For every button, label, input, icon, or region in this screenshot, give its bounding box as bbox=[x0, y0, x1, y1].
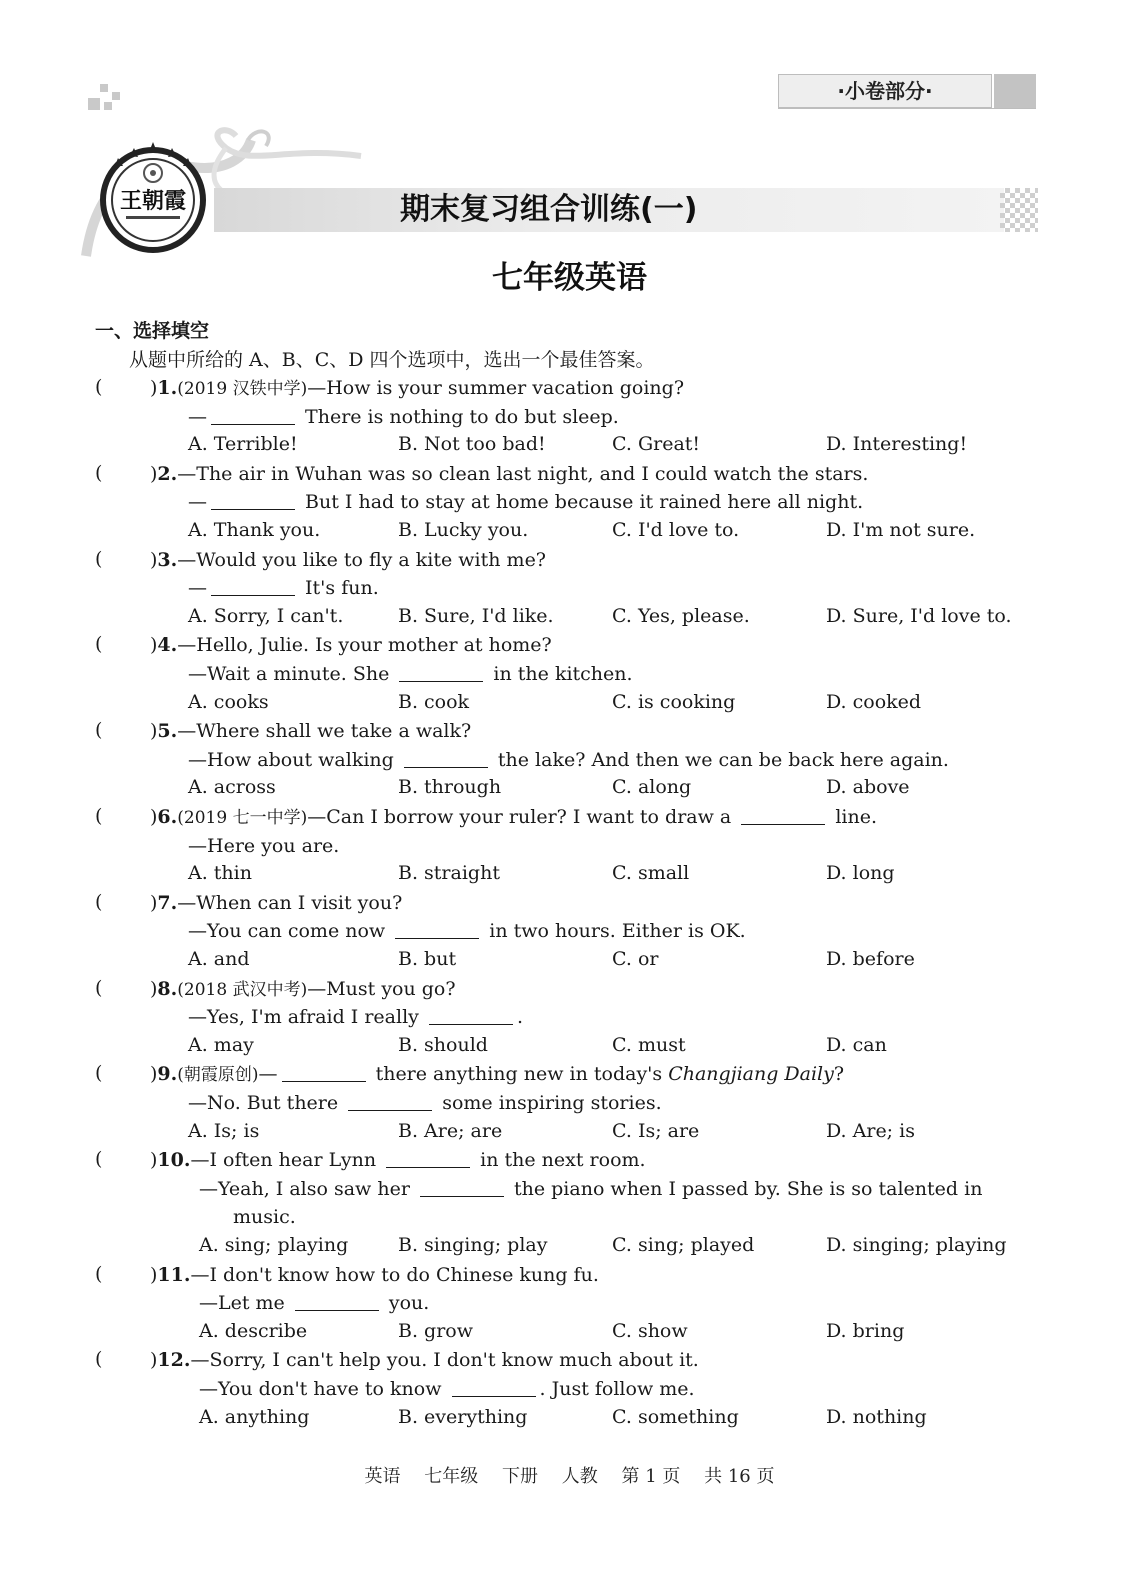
question-line bbox=[188, 834, 339, 858]
question-number: 11. bbox=[157, 1263, 191, 1286]
option-d[interactable]: D. Interesting! bbox=[826, 433, 968, 456]
question-line bbox=[188, 576, 379, 600]
question-number: 8. bbox=[157, 977, 178, 1000]
answer-bracket[interactable]: ( bbox=[95, 376, 103, 398]
answer-bracket[interactable]: ( bbox=[95, 1148, 103, 1171]
answer-bracket[interactable]: ( bbox=[95, 976, 103, 999]
question-line bbox=[188, 919, 746, 943]
logo-brand-text: 王朝霞 bbox=[119, 188, 187, 214]
question-line bbox=[150, 1263, 599, 1287]
question-text: some inspiring stories. bbox=[436, 1092, 662, 1114]
answer-bracket[interactable]: ( bbox=[95, 805, 103, 827]
option-a[interactable]: A. and bbox=[188, 948, 250, 970]
answer-bracket[interactable]: ( bbox=[95, 547, 103, 570]
question-text: . bbox=[516, 1006, 523, 1029]
question-line bbox=[188, 1005, 523, 1029]
fill-blank[interactable] bbox=[420, 1178, 504, 1197]
question-text: —You don't have to know bbox=[199, 1378, 448, 1400]
fill-blank[interactable] bbox=[386, 1149, 470, 1168]
option-c[interactable]: C. must bbox=[612, 1033, 686, 1056]
answer-bracket-close: ) bbox=[150, 977, 158, 1000]
header-divider bbox=[778, 108, 1036, 109]
option-c[interactable]: C. something bbox=[612, 1405, 739, 1428]
question-number: 1. bbox=[157, 377, 178, 399]
question-text: —I don't know how to do Chinese kung fu. bbox=[190, 1263, 599, 1286]
option-c[interactable]: C. small bbox=[612, 862, 690, 885]
fill-blank[interactable] bbox=[282, 1063, 366, 1082]
page-title: 期末复习组合训练(一) bbox=[400, 192, 698, 227]
footer-grade: 七年级 bbox=[424, 1466, 479, 1487]
question-line bbox=[188, 662, 633, 686]
answer-bracket[interactable]: ( bbox=[95, 633, 103, 656]
option-a[interactable]: A. Thank you. bbox=[188, 519, 321, 541]
option-b[interactable]: B. everything bbox=[398, 1405, 528, 1428]
fill-blank[interactable] bbox=[211, 577, 295, 596]
option-c[interactable]: C. I'd love to. bbox=[612, 519, 740, 541]
option-c[interactable]: C. or bbox=[612, 948, 659, 970]
option-b[interactable]: B. Lucky you. bbox=[398, 519, 529, 541]
option-a[interactable]: A. anything bbox=[199, 1405, 310, 1428]
section-tag: ·小卷部分· bbox=[778, 74, 992, 108]
option-c[interactable]: C. is cooking bbox=[612, 690, 736, 713]
question-text: —Sorry, I can't help you. I don't know much about it. bbox=[190, 1349, 699, 1372]
question-source: (2018 武汉中考) bbox=[177, 979, 308, 1000]
footer-total: 共 16 页 bbox=[704, 1466, 775, 1487]
question-text: ? bbox=[833, 1063, 845, 1086]
question-number: 4. bbox=[157, 634, 178, 657]
question-number: 5. bbox=[157, 720, 178, 743]
question-line bbox=[150, 1062, 844, 1087]
page-footer bbox=[0, 1462, 1139, 1488]
option-d[interactable]: D. Sure, I'd love to. bbox=[826, 604, 1012, 627]
question-number: 6. bbox=[157, 806, 178, 828]
answer-bracket-close: ) bbox=[150, 806, 158, 828]
option-d[interactable]: D. I'm not sure. bbox=[826, 519, 976, 541]
option-b[interactable]: B. but bbox=[398, 948, 457, 970]
pixel-decoration bbox=[88, 84, 128, 112]
question-text: —I often hear Lynn bbox=[190, 1149, 383, 1172]
question-text: there anything new in today's bbox=[369, 1063, 669, 1086]
question-number: 10. bbox=[157, 1149, 191, 1172]
question-line bbox=[188, 1091, 662, 1115]
option-a[interactable]: A. cooks bbox=[188, 690, 269, 713]
fill-blank[interactable] bbox=[395, 920, 479, 939]
question-text: —Where shall we take a walk? bbox=[177, 720, 472, 743]
section-heading: 一、选择填空 bbox=[95, 320, 210, 342]
question-line bbox=[150, 462, 868, 486]
option-a[interactable]: A. may bbox=[188, 1033, 254, 1056]
question-number: 3. bbox=[157, 548, 178, 571]
answer-bracket-close: ) bbox=[150, 1349, 158, 1372]
question-text: —How is your summer vacation going? bbox=[307, 377, 685, 399]
option-d[interactable]: D. nothing bbox=[826, 1405, 927, 1428]
option-a[interactable]: A. across bbox=[188, 776, 276, 799]
option-d[interactable]: D. bring bbox=[826, 1319, 905, 1342]
answer-bracket[interactable]: ( bbox=[95, 719, 103, 742]
option-b[interactable]: B. Sure, I'd like. bbox=[398, 604, 554, 627]
question-source: (2019 七一中学) bbox=[177, 808, 308, 828]
fill-blank[interactable] bbox=[399, 663, 483, 682]
question-line bbox=[150, 376, 684, 401]
option-a[interactable]: A. Is; is bbox=[188, 1119, 260, 1142]
answer-bracket[interactable]: ( bbox=[95, 461, 103, 484]
question-line bbox=[150, 891, 402, 915]
question-text: There is nothing to do but sleep. bbox=[299, 405, 619, 428]
footer-volume: 下册 bbox=[502, 1466, 538, 1487]
question-number: 7. bbox=[157, 891, 178, 914]
option-c[interactable]: C. along bbox=[612, 776, 692, 799]
question-line bbox=[188, 405, 619, 429]
question-line bbox=[150, 977, 456, 1002]
option-b[interactable]: B. through bbox=[398, 776, 502, 799]
question-line bbox=[233, 1205, 296, 1229]
option-d[interactable]: D. Are; is bbox=[826, 1119, 915, 1142]
question-text: the lake? And then we can be back here again. bbox=[491, 748, 949, 771]
option-a[interactable]: A. describe bbox=[199, 1319, 308, 1342]
fill-blank[interactable] bbox=[348, 1092, 432, 1111]
question-line bbox=[150, 548, 546, 572]
question-text: line. bbox=[829, 806, 878, 828]
question-text: the piano when I passed by. She is so talented in bbox=[507, 1177, 983, 1200]
question-line bbox=[199, 1177, 982, 1201]
footer-page: 第 1 页 bbox=[621, 1466, 681, 1487]
answer-bracket[interactable]: ( bbox=[95, 1348, 103, 1371]
footer-edition: 人教 bbox=[561, 1466, 598, 1487]
question-source: (朝霞原创) bbox=[177, 1065, 259, 1086]
option-d[interactable]: D. singing; playing bbox=[826, 1234, 1007, 1256]
option-b[interactable]: B. Not too bad! bbox=[398, 433, 546, 456]
banner-checker-pattern bbox=[1000, 188, 1038, 232]
question-text: music. bbox=[233, 1206, 296, 1229]
answer-bracket-close: ) bbox=[150, 1149, 158, 1172]
question-text: —Yes, I'm afraid I really bbox=[188, 1006, 425, 1029]
question-text: . Just follow me. bbox=[539, 1378, 695, 1400]
option-b[interactable]: B. straight bbox=[398, 862, 500, 885]
question-line bbox=[199, 1291, 429, 1315]
option-b[interactable]: B. singing; play bbox=[398, 1234, 548, 1256]
question-line bbox=[188, 748, 949, 772]
question-text: — bbox=[188, 491, 207, 514]
option-b[interactable]: B. cook bbox=[398, 690, 470, 713]
answer-bracket-close: ) bbox=[150, 377, 158, 399]
question-line bbox=[150, 719, 471, 743]
question-text: — bbox=[258, 1063, 278, 1086]
question-text: —Would you like to fly a kite with me? bbox=[177, 548, 546, 571]
question-text: —How about walking bbox=[188, 748, 400, 771]
question-text: —Hello, Julie. Is your mother at home? bbox=[177, 634, 552, 657]
option-d[interactable]: D. long bbox=[826, 862, 895, 885]
answer-bracket-close: ) bbox=[150, 462, 158, 485]
question-line bbox=[150, 1148, 646, 1172]
question-line bbox=[199, 1377, 695, 1401]
answer-bracket[interactable]: ( bbox=[95, 1062, 103, 1085]
question-text: — bbox=[188, 405, 207, 428]
question-text: —You can come now bbox=[188, 920, 392, 943]
question-line bbox=[188, 490, 863, 514]
answer-bracket-close: ) bbox=[150, 1263, 158, 1286]
question-text: —Here you are. bbox=[188, 834, 340, 857]
option-c[interactable]: C. Is; are bbox=[612, 1119, 700, 1142]
question-line bbox=[150, 1348, 699, 1372]
question-text: in the next room. bbox=[474, 1149, 646, 1172]
option-d[interactable]: D. before bbox=[826, 948, 915, 970]
answer-bracket-close: ) bbox=[150, 548, 158, 571]
question-text: —No. But there bbox=[188, 1092, 345, 1114]
option-b[interactable]: B. Are; are bbox=[398, 1119, 503, 1142]
footer-subject: 英语 bbox=[364, 1466, 401, 1487]
question-number: 9. bbox=[157, 1063, 178, 1086]
option-a[interactable]: A. thin bbox=[188, 862, 252, 885]
question-number: 2. bbox=[157, 462, 178, 485]
answer-bracket-close: ) bbox=[150, 891, 158, 914]
fill-blank[interactable] bbox=[429, 1006, 513, 1025]
answer-bracket[interactable]: ( bbox=[95, 890, 103, 913]
section-instruction: 从题中所给的 A、B、C、D 四个选项中，选出一个最佳答案。 bbox=[129, 349, 655, 371]
question-text: —Let me bbox=[199, 1292, 291, 1315]
question-text: —Yeah, I also saw her bbox=[199, 1177, 416, 1200]
option-d[interactable]: D. cooked bbox=[826, 690, 922, 713]
question-source: (2019 汉铁中学) bbox=[177, 379, 308, 399]
wangzhaoxia-logo bbox=[96, 140, 210, 254]
question-line bbox=[150, 633, 552, 657]
question-text: — bbox=[188, 577, 207, 600]
question-line bbox=[150, 805, 877, 830]
question-text: But I had to stay at home because it rained here all night. bbox=[299, 491, 864, 514]
option-c[interactable]: C. show bbox=[612, 1319, 688, 1342]
page-subtitle: 七年级英语 bbox=[492, 260, 647, 296]
fill-blank[interactable] bbox=[211, 406, 295, 425]
fill-blank[interactable] bbox=[404, 749, 488, 768]
answer-bracket-close: ) bbox=[150, 1063, 158, 1086]
question-text: Changjiang Daily bbox=[668, 1063, 834, 1086]
question-text: —The air in Wuhan was so clean last night, and I could watch the stars. bbox=[177, 462, 869, 485]
question-text: —When can I visit you? bbox=[177, 891, 403, 914]
question-text: in two hours. Either is OK. bbox=[483, 920, 746, 943]
question-text: —Must you go? bbox=[307, 977, 456, 1000]
fill-blank[interactable] bbox=[452, 1378, 536, 1397]
option-d[interactable]: D. can bbox=[826, 1033, 887, 1056]
option-b[interactable]: B. should bbox=[398, 1033, 488, 1056]
option-c[interactable]: C. sing; played bbox=[612, 1234, 755, 1256]
fill-blank[interactable] bbox=[741, 806, 825, 825]
question-text: —Wait a minute. She bbox=[188, 663, 396, 685]
question-text: —Can I borrow your ruler? I want to draw a bbox=[307, 806, 738, 828]
option-d[interactable]: D. above bbox=[826, 776, 910, 799]
option-a[interactable]: A. sing; playing bbox=[199, 1234, 349, 1256]
option-c[interactable]: C. Great! bbox=[612, 433, 701, 456]
option-c[interactable]: C. Yes, please. bbox=[612, 604, 750, 627]
answer-bracket-close: ) bbox=[150, 634, 158, 657]
tag-accent-block bbox=[994, 74, 1036, 108]
answer-bracket[interactable]: ( bbox=[95, 1262, 103, 1285]
question-text: you. bbox=[382, 1292, 430, 1315]
option-a[interactable]: A. Sorry, I can't. bbox=[188, 604, 344, 627]
answer-bracket-close: ) bbox=[150, 720, 158, 743]
option-b[interactable]: B. grow bbox=[398, 1319, 473, 1342]
question-text: in the kitchen. bbox=[487, 663, 633, 685]
question-text: It's fun. bbox=[299, 577, 379, 600]
option-a[interactable]: A. Terrible! bbox=[188, 433, 298, 456]
fill-blank[interactable] bbox=[295, 1292, 379, 1311]
fill-blank[interactable] bbox=[211, 491, 295, 510]
question-number: 12. bbox=[157, 1349, 191, 1372]
